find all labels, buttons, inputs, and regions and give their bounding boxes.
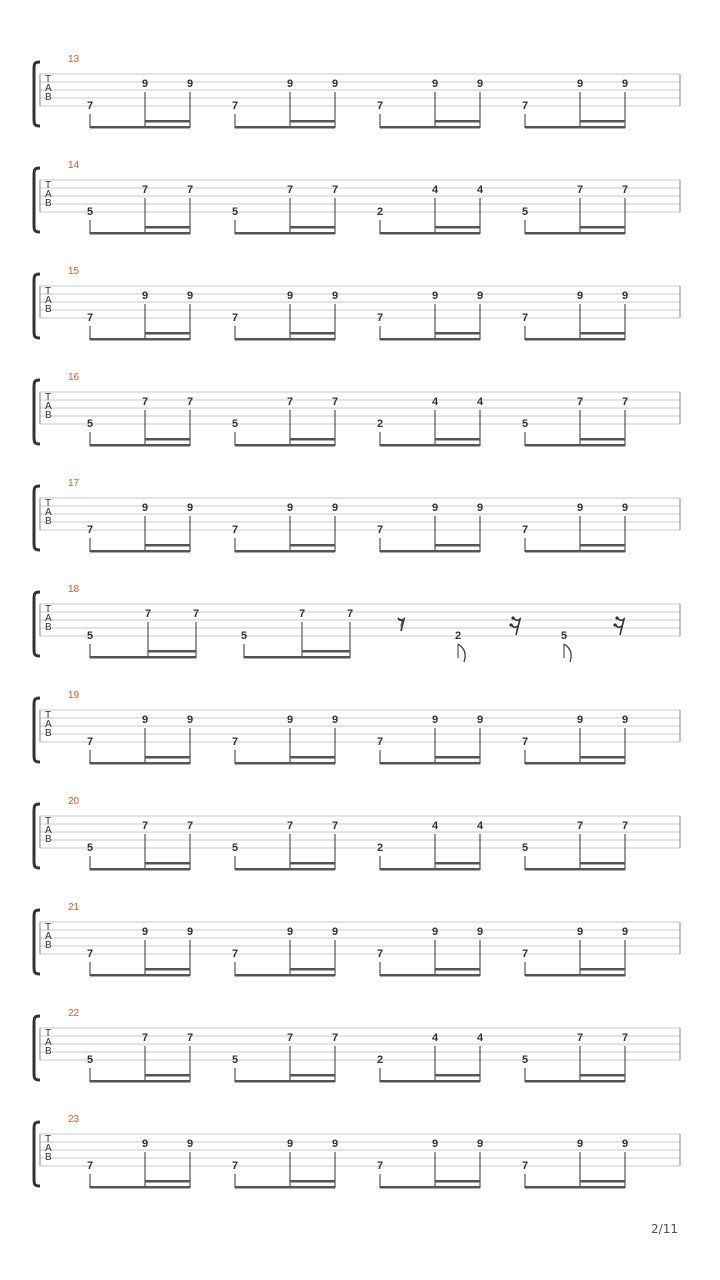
system-bracket [34, 1122, 40, 1186]
fret-number: 7 [298, 608, 306, 620]
fret-number: 9 [286, 926, 294, 938]
fret-number: 9 [186, 502, 194, 514]
tab-clef-letter: T [45, 286, 52, 297]
beam-primary [90, 126, 190, 129]
beam-primary [525, 1186, 625, 1189]
beam-secondary [580, 1180, 625, 1183]
system-bracket [34, 1016, 40, 1080]
fret-number: 9 [621, 78, 629, 90]
fret-number: 9 [476, 78, 484, 90]
page-number: 2/11 [651, 1222, 678, 1236]
fret-number: 9 [621, 714, 629, 726]
fret-number: 7 [186, 396, 194, 408]
beam-secondary [290, 226, 335, 229]
beam-primary [235, 974, 335, 977]
fret-number: 9 [286, 78, 294, 90]
beam-primary [380, 444, 480, 447]
fret-number: 9 [621, 502, 629, 514]
tab-clef-letter: A [45, 507, 52, 518]
fret-number: 2 [376, 1054, 384, 1066]
tab-clef-letter: B [45, 410, 52, 421]
tab-system [34, 478, 680, 553]
beam-primary [380, 338, 480, 341]
tab-clef-letter: A [45, 189, 52, 200]
fret-number: 7 [86, 1160, 94, 1172]
tab-clef-letter: A [45, 613, 52, 624]
fret-number: 7 [621, 1032, 629, 1044]
fret-number: 7 [231, 736, 239, 748]
tab-clef-letter: T [45, 392, 52, 403]
fret-number: 4 [431, 184, 439, 196]
beam-secondary [148, 650, 196, 653]
measure-number: 22 [68, 1008, 80, 1019]
fret-number: 7 [286, 396, 294, 408]
beam-secondary [435, 862, 480, 865]
fret-number: 7 [331, 1032, 339, 1044]
fret-number: 2 [454, 630, 462, 642]
beam-primary [90, 656, 196, 659]
beam-primary [525, 974, 625, 977]
system-bracket [34, 486, 40, 550]
system-bracket [34, 698, 40, 762]
tab-clef-letter: A [45, 719, 52, 730]
beam-secondary [290, 438, 335, 441]
beam-primary [235, 550, 335, 553]
beam-primary [525, 762, 625, 765]
fret-number: 7 [576, 396, 584, 408]
tab-clef-letter: B [45, 516, 52, 527]
fret-number: 9 [476, 290, 484, 302]
fret-number: 7 [521, 1160, 529, 1172]
fret-number: 2 [376, 418, 384, 430]
tab-clef-letter: B [45, 1152, 52, 1163]
fret-number: 9 [431, 78, 439, 90]
tab-clef-letter: T [45, 710, 52, 721]
beam-primary [90, 868, 190, 871]
beam-primary [380, 868, 480, 871]
fret-number: 7 [376, 1160, 384, 1172]
fret-number: 9 [331, 1138, 339, 1150]
beam-secondary [580, 544, 625, 547]
fret-number: 7 [186, 1032, 194, 1044]
fret-number: 9 [621, 290, 629, 302]
fret-number: 7 [286, 1032, 294, 1044]
fret-number: 2 [376, 206, 384, 218]
tab-clef-letter: B [45, 622, 52, 633]
fret-number: 7 [86, 524, 94, 536]
fret-number: 5 [521, 1054, 529, 1066]
measure-number: 18 [68, 584, 80, 595]
fret-number: 5 [231, 1054, 239, 1066]
fret-number: 7 [231, 948, 239, 960]
tab-system [34, 372, 680, 447]
beam-secondary [290, 332, 335, 335]
note-flag [458, 644, 465, 662]
fret-number: 5 [560, 630, 568, 642]
fret-number: 7 [192, 608, 200, 620]
beam-secondary [580, 756, 625, 759]
beam-primary [90, 232, 190, 235]
beam-primary [525, 232, 625, 235]
fret-number: 7 [376, 524, 384, 536]
beam-secondary [435, 226, 480, 229]
beam-primary [380, 974, 480, 977]
beam-secondary [145, 544, 190, 547]
fret-number: 7 [521, 312, 529, 324]
fret-number: 5 [86, 1054, 94, 1066]
fret-number: 7 [144, 608, 152, 620]
fret-number: 7 [521, 948, 529, 960]
tab-clef-letter: B [45, 198, 52, 209]
fret-number: 7 [231, 1160, 239, 1172]
fret-number: 9 [141, 926, 149, 938]
measure-number: 21 [68, 902, 80, 913]
tab-clef-letter: A [45, 1037, 52, 1048]
fret-number: 9 [476, 1138, 484, 1150]
fret-number: 5 [521, 842, 529, 854]
beam-primary [235, 1186, 335, 1189]
beam-secondary [580, 120, 625, 123]
fret-number: 9 [431, 714, 439, 726]
beam-secondary [290, 1180, 335, 1183]
beam-primary [235, 126, 335, 129]
fret-number: 7 [521, 524, 529, 536]
beam-primary [380, 232, 480, 235]
fret-number: 7 [376, 312, 384, 324]
beam-primary [90, 974, 190, 977]
beam-primary [380, 550, 480, 553]
fret-number: 9 [431, 502, 439, 514]
fret-number: 5 [231, 842, 239, 854]
beam-primary [525, 126, 625, 129]
fret-number: 9 [576, 502, 584, 514]
fret-number: 7 [231, 312, 239, 324]
fret-number: 7 [86, 948, 94, 960]
beam-secondary [435, 756, 480, 759]
fret-number: 9 [431, 926, 439, 938]
measure-number: 14 [68, 160, 80, 171]
beam-primary [90, 338, 190, 341]
fret-number: 7 [331, 820, 339, 832]
beam-primary [90, 550, 190, 553]
fret-number: 9 [141, 1138, 149, 1150]
fret-number: 7 [141, 184, 149, 196]
beam-secondary [290, 544, 335, 547]
beam-secondary [580, 226, 625, 229]
fret-number: 5 [240, 630, 248, 642]
beam-primary [525, 1080, 625, 1083]
tab-system [34, 584, 680, 662]
beam-secondary [580, 438, 625, 441]
beam-secondary [290, 120, 335, 123]
beam-secondary [580, 968, 625, 971]
rest-dot [615, 616, 618, 619]
fret-number: 9 [431, 290, 439, 302]
beam-secondary [435, 438, 480, 441]
beam-secondary [145, 332, 190, 335]
tab-clef-letter: T [45, 74, 52, 85]
beam-secondary [435, 968, 480, 971]
fret-number: 7 [186, 820, 194, 832]
fret-number: 9 [141, 502, 149, 514]
beam-primary [90, 444, 190, 447]
tab-clef-letter: T [45, 604, 52, 615]
fret-number: 9 [286, 502, 294, 514]
tab-clef-letter: A [45, 295, 52, 306]
tab-clef-letter: T [45, 816, 52, 827]
fret-number: 4 [476, 396, 484, 408]
beam-secondary [435, 1074, 480, 1077]
fret-number: 9 [331, 78, 339, 90]
fret-number: 9 [576, 714, 584, 726]
fret-number: 7 [376, 948, 384, 960]
beam-primary [380, 762, 480, 765]
beam-secondary [435, 120, 480, 123]
rest-dot [509, 623, 512, 626]
fret-number: 4 [476, 1032, 484, 1044]
fret-number: 5 [86, 842, 94, 854]
fret-number: 9 [621, 1138, 629, 1150]
fret-number: 7 [621, 820, 629, 832]
beam-secondary [145, 1074, 190, 1077]
fret-number: 9 [431, 1138, 439, 1150]
tab-clef-letter: B [45, 940, 52, 951]
beam-primary [235, 868, 335, 871]
fret-number: 7 [141, 396, 149, 408]
tab-clef-letter: A [45, 401, 52, 412]
fret-number: 9 [141, 78, 149, 90]
beam-secondary [145, 862, 190, 865]
fret-number: 9 [331, 926, 339, 938]
measure-number: 17 [68, 478, 80, 489]
tab-system [34, 690, 680, 765]
fret-number: 4 [431, 396, 439, 408]
beam-secondary [580, 862, 625, 865]
fret-number: 4 [476, 184, 484, 196]
fret-number: 7 [86, 736, 94, 748]
tab-clef-letter: T [45, 1028, 52, 1039]
fret-number: 9 [186, 78, 194, 90]
fret-number: 5 [231, 418, 239, 430]
fret-number: 9 [186, 926, 194, 938]
system-bracket [34, 592, 40, 656]
fret-number: 9 [576, 1138, 584, 1150]
beam-primary [244, 656, 350, 659]
tab-clef-letter: A [45, 931, 52, 942]
beam-primary [235, 338, 335, 341]
measure-number: 23 [68, 1114, 80, 1125]
beam-primary [235, 232, 335, 235]
beam-secondary [145, 226, 190, 229]
tab-clef-letter: T [45, 180, 52, 191]
rest-dot [613, 623, 616, 626]
tab-clef-letter: B [45, 304, 52, 315]
fret-number: 2 [376, 842, 384, 854]
fret-number: 4 [431, 1032, 439, 1044]
sixteenth-rest [512, 618, 520, 635]
fret-number: 7 [521, 100, 529, 112]
sixteenth-rest [616, 618, 624, 635]
beam-primary [90, 762, 190, 765]
tab-clef-letter: A [45, 1143, 52, 1154]
fret-number: 7 [86, 312, 94, 324]
fret-number: 9 [141, 290, 149, 302]
tab-system [34, 1008, 680, 1083]
tab-clef-letter: B [45, 1046, 52, 1057]
beam-primary [380, 1186, 480, 1189]
fret-number: 9 [476, 926, 484, 938]
tab-clef-letter: A [45, 83, 52, 94]
system-bracket [34, 380, 40, 444]
beam-secondary [145, 438, 190, 441]
fret-number: 7 [231, 524, 239, 536]
fret-number: 5 [86, 630, 94, 642]
fret-number: 7 [621, 184, 629, 196]
system-bracket [34, 168, 40, 232]
fret-number: 9 [331, 714, 339, 726]
fret-number: 5 [231, 206, 239, 218]
fret-number: 7 [186, 184, 194, 196]
fret-number: 9 [331, 502, 339, 514]
rest-dot [511, 616, 514, 619]
fret-number: 7 [286, 184, 294, 196]
beam-secondary [145, 756, 190, 759]
fret-number: 9 [186, 290, 194, 302]
beam-primary [380, 1080, 480, 1083]
fret-number: 5 [86, 206, 94, 218]
eighth-rest: 𝄾 [398, 611, 404, 636]
fret-number: 5 [521, 418, 529, 430]
system-bracket [34, 910, 40, 974]
beam-secondary [435, 544, 480, 547]
fret-number: 7 [141, 1032, 149, 1044]
tab-system [34, 160, 680, 235]
measure-number: 16 [68, 372, 80, 383]
beam-secondary [580, 1074, 625, 1077]
system-bracket [34, 62, 40, 126]
fret-number: 9 [476, 714, 484, 726]
beam-secondary [290, 1074, 335, 1077]
fret-number: 5 [86, 418, 94, 430]
beam-secondary [302, 650, 350, 653]
beam-primary [525, 868, 625, 871]
beam-secondary [145, 968, 190, 971]
fret-number: 9 [286, 290, 294, 302]
tab-clef-letter: T [45, 1134, 52, 1145]
beam-primary [235, 1080, 335, 1083]
beam-secondary [290, 862, 335, 865]
tab-clef-letter: T [45, 498, 52, 509]
beam-secondary [145, 1180, 190, 1183]
tab-system [34, 902, 680, 977]
beam-primary [90, 1186, 190, 1189]
beam-secondary [290, 756, 335, 759]
system-bracket [34, 274, 40, 338]
beam-primary [380, 126, 480, 129]
fret-number: 9 [476, 502, 484, 514]
fret-number: 9 [141, 714, 149, 726]
fret-number: 7 [576, 820, 584, 832]
fret-number: 7 [521, 736, 529, 748]
beam-primary [525, 550, 625, 553]
beam-primary [525, 338, 625, 341]
fret-number: 7 [286, 820, 294, 832]
fret-number: 9 [186, 714, 194, 726]
fret-number: 7 [86, 100, 94, 112]
fret-number: 9 [186, 1138, 194, 1150]
fret-number: 7 [576, 1032, 584, 1044]
fret-number: 7 [331, 184, 339, 196]
tab-system [34, 1114, 680, 1189]
fret-number: 9 [286, 1138, 294, 1150]
fret-number: 7 [376, 100, 384, 112]
beam-primary [525, 444, 625, 447]
beam-secondary [435, 332, 480, 335]
beam-secondary [580, 332, 625, 335]
fret-number: 9 [621, 926, 629, 938]
measure-number: 19 [68, 690, 80, 701]
measure-number: 20 [68, 796, 80, 807]
beam-secondary [435, 1180, 480, 1183]
fret-number: 7 [621, 396, 629, 408]
fret-number: 5 [521, 206, 529, 218]
fret-number: 9 [576, 926, 584, 938]
tab-clef-letter: B [45, 728, 52, 739]
beam-primary [235, 762, 335, 765]
fret-number: 9 [286, 714, 294, 726]
tab-clef-letter: A [45, 825, 52, 836]
measure-number: 13 [68, 54, 80, 65]
fret-number: 7 [576, 184, 584, 196]
tab-clef-letter: B [45, 834, 52, 845]
fret-number: 7 [331, 396, 339, 408]
fret-number: 9 [331, 290, 339, 302]
tab-system [34, 266, 680, 341]
beam-secondary [145, 120, 190, 123]
fret-number: 9 [576, 290, 584, 302]
beam-primary [235, 444, 335, 447]
tab-system [34, 54, 680, 129]
fret-number: 7 [376, 736, 384, 748]
tab-clef-letter: T [45, 922, 52, 933]
measure-number: 15 [68, 266, 80, 277]
fret-number: 4 [476, 820, 484, 832]
system-bracket [34, 804, 40, 868]
beam-secondary [290, 968, 335, 971]
fret-number: 7 [346, 608, 354, 620]
fret-number: 9 [576, 78, 584, 90]
tab-clef-letter: B [45, 92, 52, 103]
fret-number: 7 [231, 100, 239, 112]
fret-number: 4 [431, 820, 439, 832]
fret-number: 7 [141, 820, 149, 832]
beam-primary [90, 1080, 190, 1083]
note-flag [564, 644, 571, 662]
tab-system [34, 796, 680, 871]
